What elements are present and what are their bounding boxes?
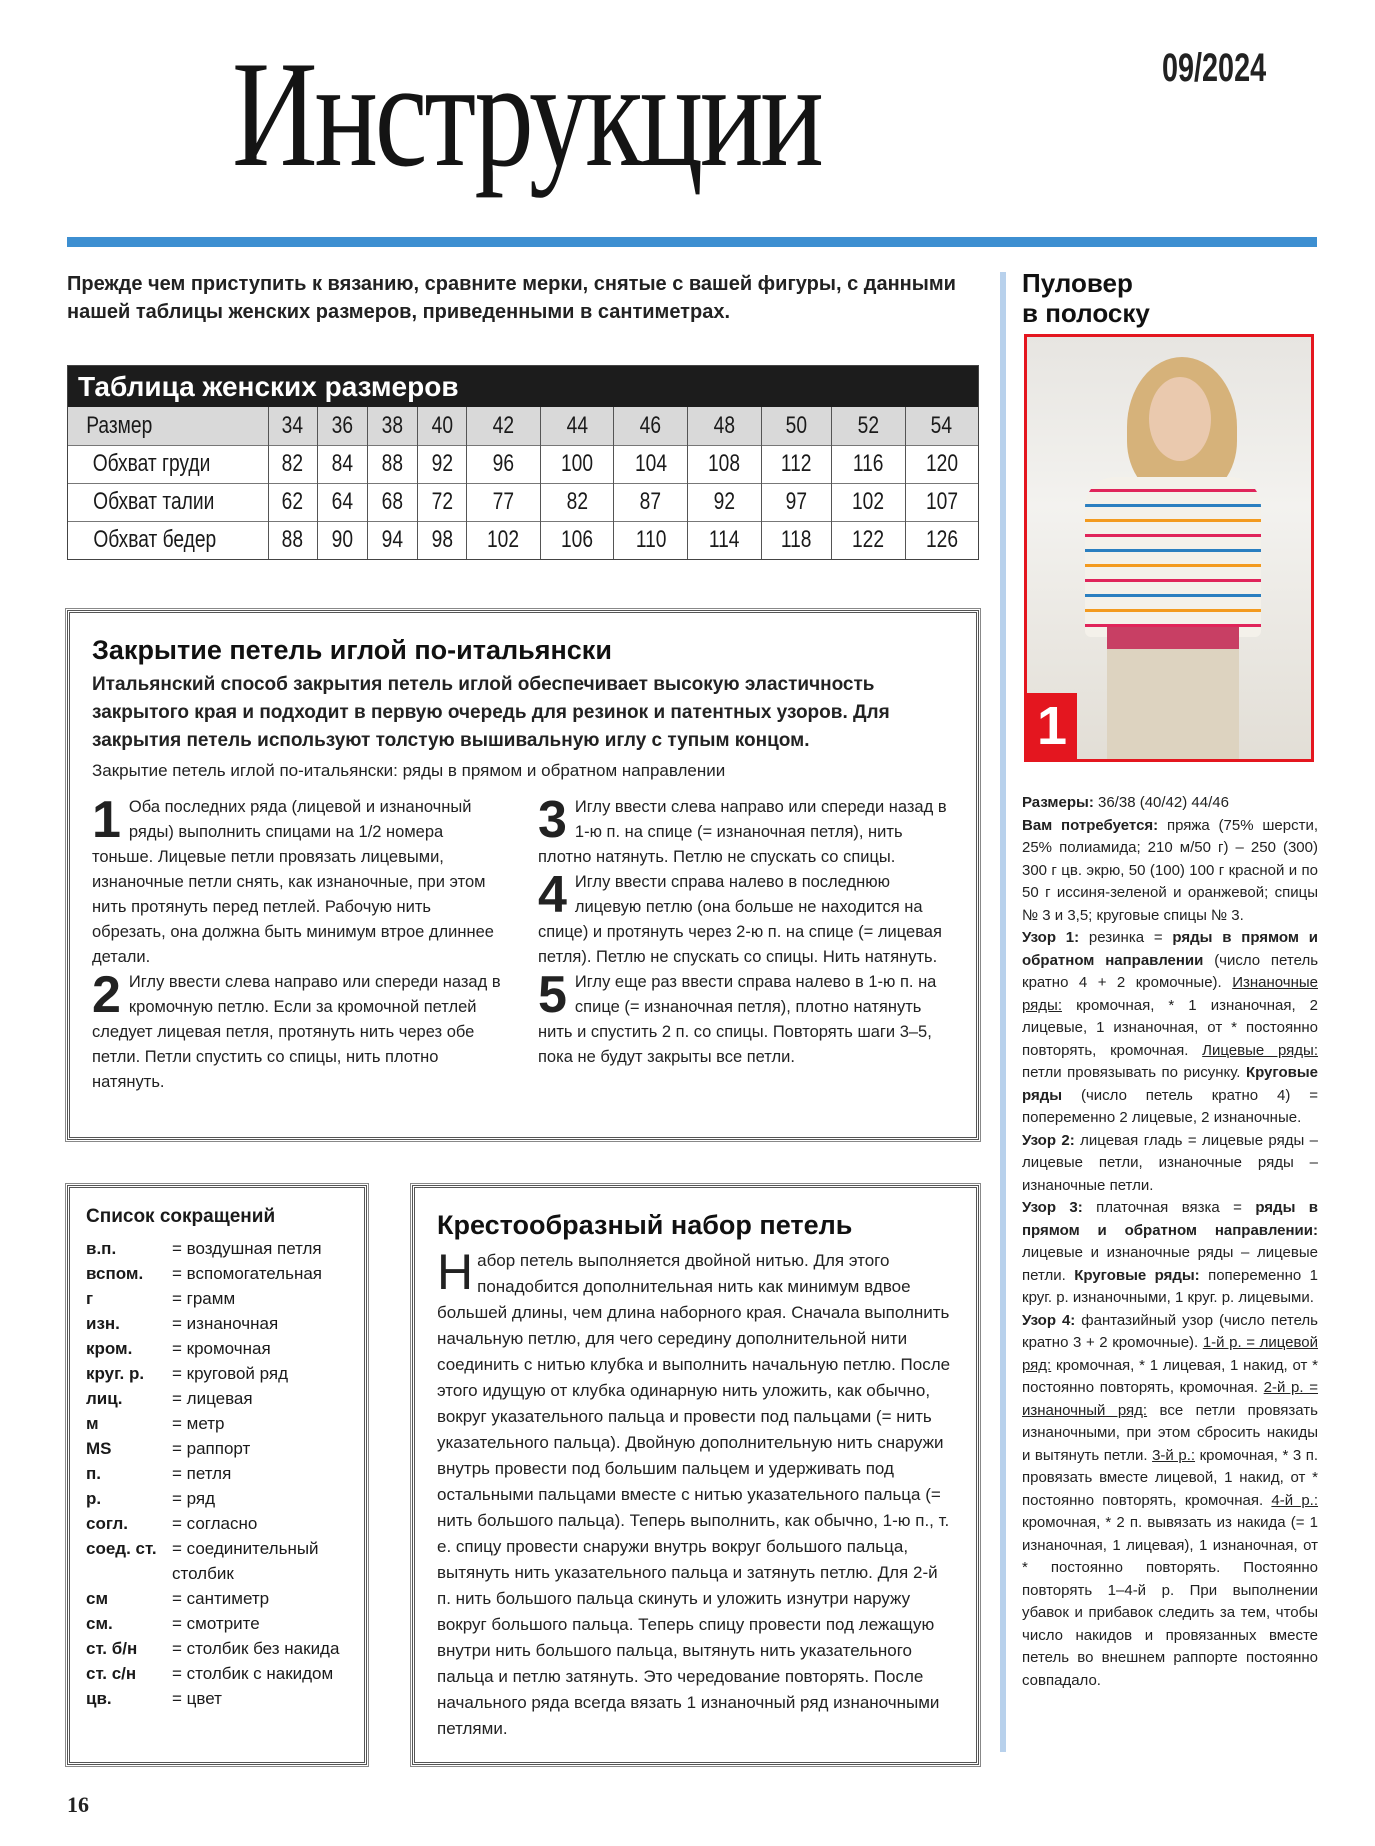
striped-sweater-image [1085,477,1261,637]
list-item: р. = ряд [86,1489,216,1508]
step-4: 4 Иглу ввести справа налево в последнюю лицевую петлю (она больше не находится на спице) и протянуть через 2-ю п. на спице (= лицевая петля). Петлю не спускать со спицы. Нить натянуть. [538,866,942,966]
size-table [67,365,979,560]
list-item: ст. с/н = столбик с накидом [86,1664,334,1683]
page-number: 16 [67,1792,89,1817]
header-rule [67,237,1317,247]
sidebar-divider [1000,272,1006,1752]
italian-bindoff-title: Закрытие петель иглой по-итальянски [92,635,612,665]
issue-date: 09/2024 [1162,46,1267,90]
list-item: изн. = изнаночная [86,1314,279,1333]
size-cell: 38 [367,407,417,445]
size-cell: 36 [318,407,368,445]
size-cell: 50 [761,407,831,445]
pattern-number-badge: 1 [1027,693,1077,759]
step-2: 2 Иглу ввести слева направо или спереди назад в кромочную петлю. Если за кромочной петлей следует лицевая петля, протянуть нить через обе петли. Петли спустить со спицы, нить плотно натянуть. [92,966,501,1091]
drop-cap: Н [437,1244,474,1300]
size-cell: 54 [905,407,978,445]
cross-caston-title: Крестообразный набор петель [437,1210,853,1240]
list-item: цв. = цвет [86,1689,222,1708]
size-table-grid [68,407,978,559]
list-item: в.п. = воздушная петля [86,1239,322,1258]
list-item: соед. ст. = соединительный столбик [86,1539,319,1583]
pattern-instructions: Размеры: 36/38 (40/42) 44/46 Вам потребуется: пряжа (75% шерсти, 25% полиамида; 210 м/50 г) – 250 (300) 300 г цв. экрю, 50 (100) 100 г красной и по 50 г иссиня-зеленой и оранжевой; спицы № 3 и 3,5; круговые спицы № 3. Узор 1: резинка = ряды в прямом и обратном направлении (число петель кратно 4 + 2 кромочные). Изнаночные ряды: кромочная, * 1 изнаночная, 2 лицевые, 1 изнаночная, от * постоянно повторять, кромочная. Лицевые ряды: петли провязывать по рисунку. Круговые ряды (число петель кратно 4) = попеременно 2 лицевые, 2 изнаночные. Узор 2: лицевая гладь = лицевые ряды – лицевые петли, изнаночные ряды – изнаночные петли. Узор 3: платочная вязка = ряды в прямом и обратном направлении: лицевые и изнаночные ряды – лицевые петли. Круговые ряды: попеременно 1 круг. р. изнаночными, 1 круг. р. лицевыми. Узор 4: фантазийный узор (число петель кратно 3 + 2 кромочные). 1-й р. = лицевой ряд: кромочная, * 1 лицевая, 1 накид, от * постоянно повторять, кромочная. 2-й р. = изнаночный ряд: все петли провязать изнаночными, при этом сбросить накиды и вытянуть петли. 3-й р.: кромочная, * 3 п. провязать вместе лицевой, 1 накид, от * постоянно повторять, кромочная. 4-й р.: кромочная, * 2 п. вывязать из накида (= 1 изнаночная, 1 лицевая), 1 изнаночная, от * постоянно повторять. Постоянно повторять 1–4-й р. При выполнении убавок и прибавок следить за тем, чтобы число накидов и провязанных вместе петель во внешнем раппорте постоянно совпадало. [1022,794,1319,1689]
cross-caston-box [412,1185,979,1765]
size-cell: 42 [467,407,541,445]
size-table-title: Таблица женских размеров [68,366,978,407]
size-cell: 46 [614,407,688,445]
list-item: м = метр [86,1414,225,1433]
pattern-title: Пуловер в полоску [1022,268,1150,328]
list-item: круг. р. = круговой ряд [86,1364,289,1383]
list-item: ст. б/н = столбик без накида [86,1639,340,1658]
size-cell: 52 [832,407,906,445]
table-row: Обхват груди 82 84 88 92 96 100 104 108 112 116 120 [68,445,978,483]
steps-list [92,791,954,1095]
step-5: 5 Иглу еще раз ввести справа налево в 1-ю п. на спице (= изнаночная петля), плотно натянуть нить и спустить 2 п. со спицы. Повторять шаги 3–5, пока не будут закрыты все петли. [538,966,937,1066]
list-item: вспом. = вспомогательная [86,1264,323,1283]
list-item: см = сантиметр [86,1589,270,1608]
model-photo [1024,334,1314,762]
italian-bindoff-lead: Итальянский способ закрытия петель иглой обеспечивает высокую эластичность закрытого края и подходит в первую очередь для резинок и патентных узоров. Для закрытия петель используют толстую вышивальную иглу с тупым концом. [92,674,890,751]
list-item: п. = петля [86,1464,232,1483]
italian-bindoff-box [67,610,979,1140]
italian-bindoff-subtitle: Закрытие петель иглой по-итальянски: ряды в прямом и обратном направлении [92,761,726,780]
size-cell: 48 [688,407,762,445]
table-row: Обхват бедер 88 90 94 98 102 106 110 114 118 122 126 [68,521,978,559]
step-3: 3 Иглу ввести слева направо или спереди назад в 1-ю п. на спице (= изнаночная петля), нить плотно натянуть. Петлю не спускать со спицы. [538,791,947,866]
list-item: г = грамм [86,1289,236,1308]
table-row: Обхват талии 62 64 68 72 77 82 87 92 97 102 107 [68,483,978,521]
size-cell: 40 [417,407,467,445]
step-1: 1 Оба последних ряда (лицевой и изнаночный ряды) выполнить спицами на 1/2 номера тоньше. Лицевые петли провязать лицевыми, изнаночные петли снять, как изнаночные, при этом нить протянуть перед петлей. Рабочую нить обрезать, она должна быть минимум втрое длиннее детали. [92,791,494,966]
list-item: MS = раппорт [86,1439,251,1458]
size-cell: 44 [540,407,614,445]
intro-text: Прежде чем приступить к вязанию, сравните мерки, снятые с вашей фигуры, с данными нашей таблицы женских размеров, приведенными в сантиметрах. [67,273,956,323]
list-item: см. = смотрите [86,1614,260,1633]
abbreviations-title: Список сокращений [86,1206,276,1227]
photo-face [1149,377,1211,461]
list-item: кром. = кромочная [86,1339,271,1358]
list-item: лиц. = лицевая [86,1389,253,1408]
cross-caston-body: Набор петель выполняется двойной нитью. Для этого понадобится дополнительная нить как минимум вдвое большей длины, чем длина наборного края. Сначала выполнить начальную петлю, для чего середину дополнительной нити соединить с нитью клубка и выполнить начальную петлю. После этого идущую от клубка одинарную нить уложить, как обычно, вокруг указательного пальца и провести под пальцами (= нить указательного пальца). Двойную дополнительную нить снаружи внутрь провести под большим пальцем и удерживать под остальными пальцами вместе с нитью указательного пальца (= нить большого пальца). Теперь выполнить, как обычно, 1-ю п., т. е. спицу провести снаружи внутрь вокруг большого пальца, вытянуть нить указательного пальца и затянуть петлю. Для 2-й п. нить большого пальца скинуть и уложить изнутри наружу вокруг большого пальца. Теперь спицу провести под лежащую внутри нить большого пальца, вытянуть нить указательного пальца и петлю затянуть. Это чередование повторять. После начального ряда всегда вязать 1 изнаночный ряд изнаночными петлями. [437,1244,951,1738]
list-item: согл. = согласно [86,1514,258,1533]
size-cell: 34 [268,407,318,445]
abbreviations-box [67,1185,367,1765]
page-title: Инструкции [232,30,821,198]
size-header-row: Размер 34 36 38 40 42 44 46 48 50 52 54 [68,407,978,445]
